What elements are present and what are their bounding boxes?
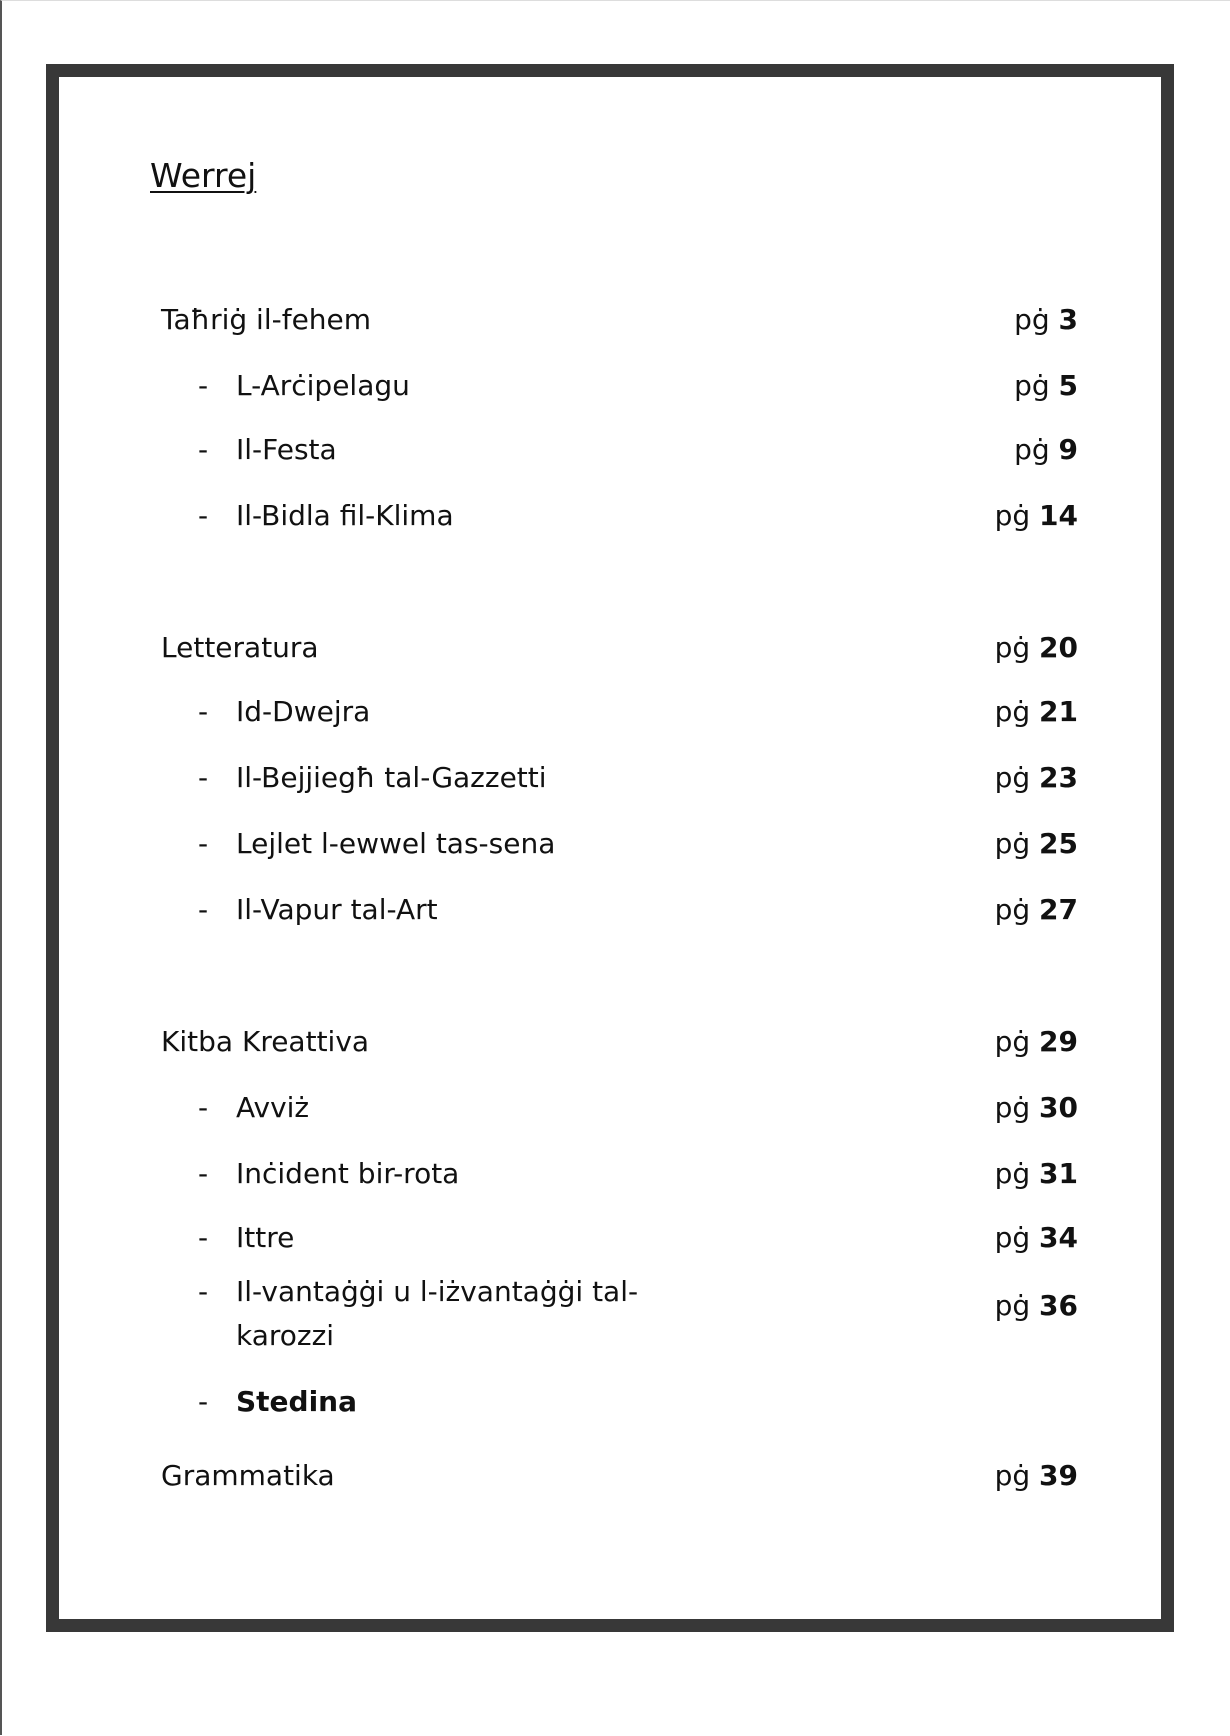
toc-section-label: Kitba Kreattiva — [161, 1025, 370, 1058]
list-dash: - — [198, 761, 209, 794]
toc-page-ref: pġ 3 — [1014, 303, 1078, 336]
toc-page-ref: pġ 14 — [994, 499, 1078, 532]
toc-item-label: Avviż — [236, 1091, 310, 1124]
toc-item-label: Il-Festa — [236, 433, 337, 466]
toc-item-label: L-Arċipelagu — [236, 369, 410, 402]
list-dash: - — [198, 1221, 209, 1254]
toc-section-label: Letteratura — [161, 631, 319, 664]
toc-page-ref: pġ 9 — [1014, 433, 1078, 466]
toc-page-ref: pġ 30 — [994, 1091, 1078, 1124]
list-dash: - — [198, 433, 209, 466]
toc-page-ref: pġ 36 — [994, 1289, 1078, 1322]
list-dash: - — [198, 1157, 209, 1190]
list-dash: - — [198, 827, 209, 860]
toc-item-label: Il-Bejjiegħ tal-Gazzetti — [236, 761, 547, 794]
toc-page-ref: pġ 23 — [994, 761, 1078, 794]
list-dash: - — [198, 499, 209, 532]
list-dash: - — [198, 1275, 209, 1308]
toc-item-label: Il-Vapur tal-Art — [236, 893, 438, 926]
toc-item-label: Il-vantaġġi u l-iżvantaġġi tal-karozzi — [236, 1275, 639, 1352]
toc-item-label: Il-Bidla fil-Klima — [236, 499, 454, 532]
toc-item-label: Id-Dwejra — [236, 695, 371, 728]
toc-page-ref: pġ 21 — [994, 695, 1078, 728]
toc-item-label: Ittre — [236, 1221, 295, 1254]
toc-page-ref: pġ 29 — [994, 1025, 1078, 1058]
toc-item-label: Stedina — [236, 1385, 358, 1418]
toc-page-ref: pġ 39 — [994, 1459, 1078, 1492]
list-dash: - — [198, 695, 209, 728]
toc-page-ref: pġ 20 — [994, 631, 1078, 664]
page-title: Werrej — [150, 156, 257, 195]
toc-page-ref: pġ 27 — [994, 893, 1078, 926]
toc-section-label: Grammatika — [161, 1459, 335, 1492]
toc-item-label: Lejlet l-ewwel tas-sena — [236, 827, 556, 860]
toc-page-ref: pġ 34 — [994, 1221, 1078, 1254]
toc-item[interactable] — [0, 1270, 1230, 1358]
list-dash: - — [198, 893, 209, 926]
toc-item-label: Inċident bir-rota — [236, 1157, 460, 1190]
toc-page-ref: pġ 25 — [994, 827, 1078, 860]
toc-section-label: Taħriġ il-fehem — [161, 303, 372, 336]
list-dash: - — [198, 1385, 209, 1418]
list-dash: - — [198, 369, 209, 402]
list-dash: - — [198, 1091, 209, 1124]
toc-page-ref: pġ 31 — [994, 1157, 1078, 1190]
toc-page-ref: pġ 5 — [1014, 369, 1078, 402]
